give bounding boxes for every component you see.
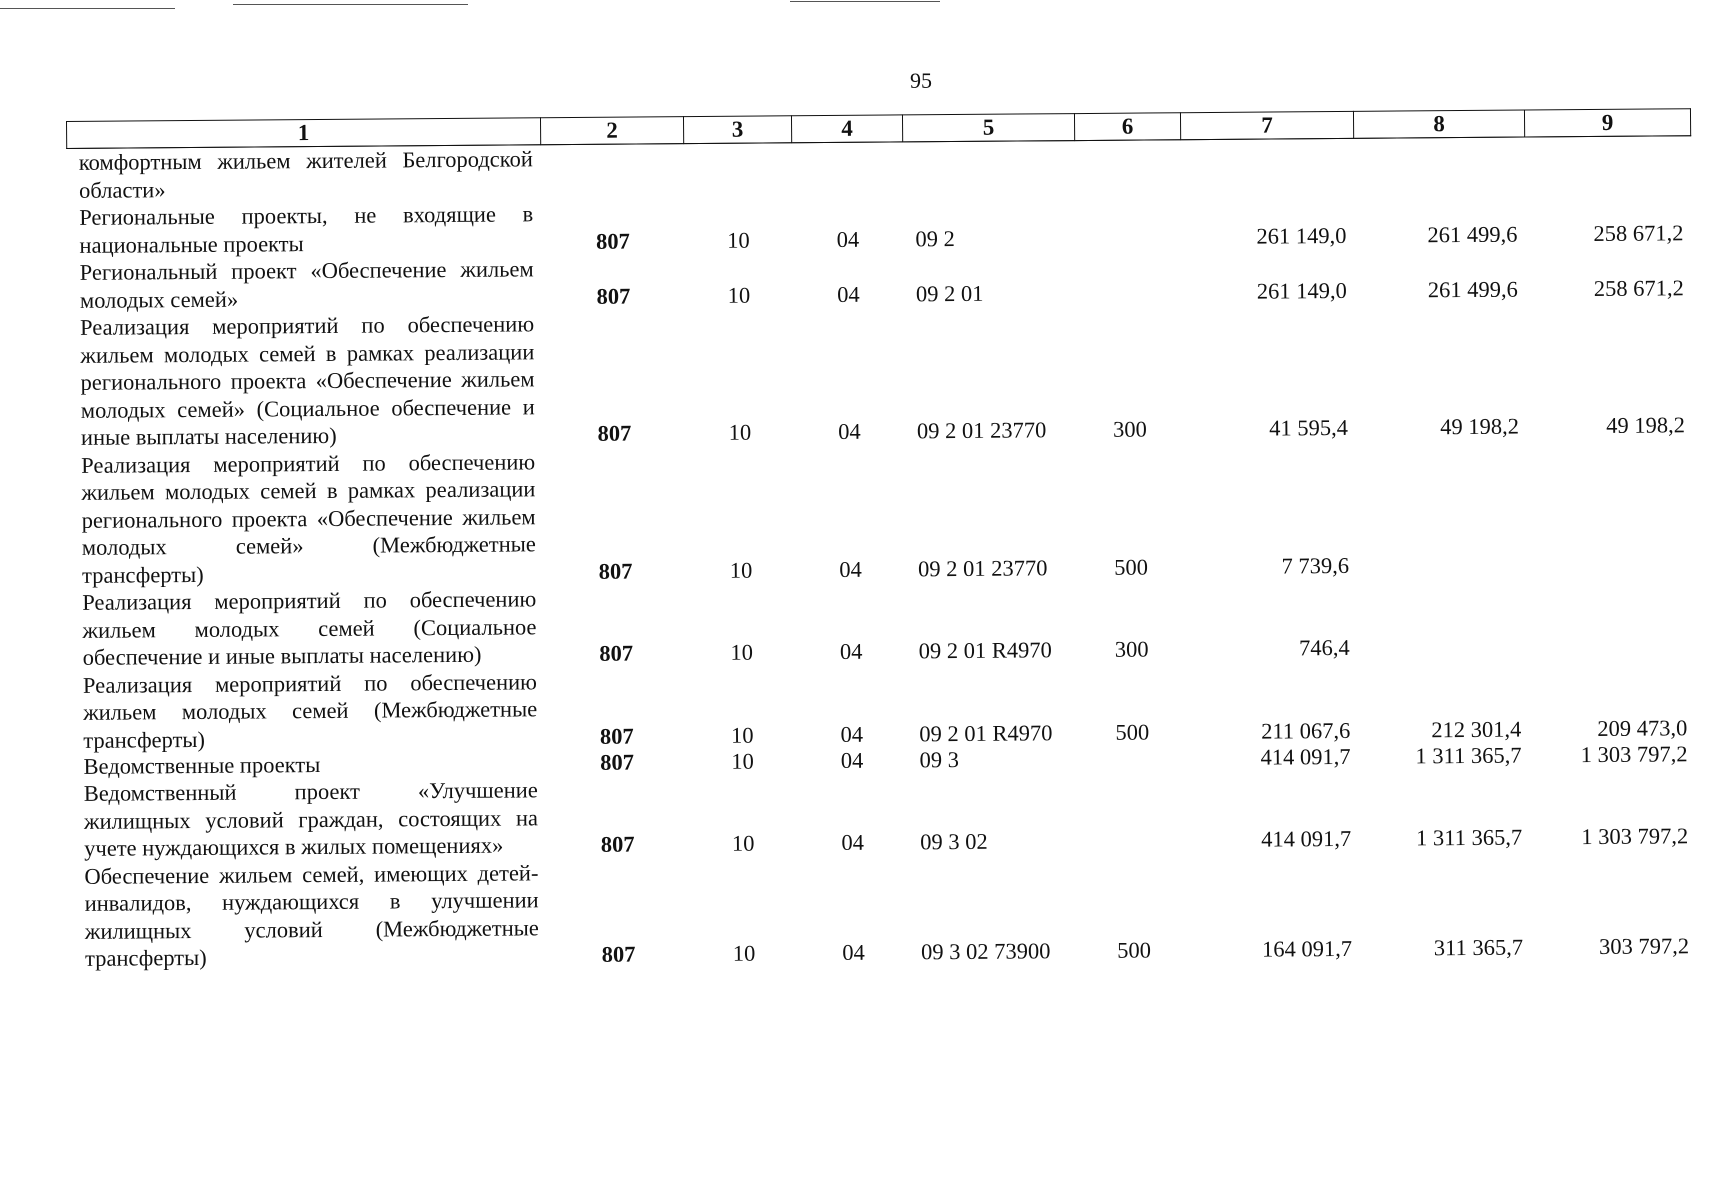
row-name: Региональные проекты, не входящие в национальные проекты bbox=[79, 201, 534, 258]
cell-amount-9: 258 671,2 bbox=[1593, 274, 1684, 301]
cell-subsection: 04 bbox=[838, 418, 861, 444]
cell-amount-8: 1 311 365,7 bbox=[1416, 824, 1523, 851]
cell-gr: 807 bbox=[601, 941, 636, 967]
cell-section: 10 bbox=[731, 830, 755, 856]
cell-target-article: 09 2 01 bbox=[915, 280, 984, 306]
cell-expense-type: 500 bbox=[1117, 937, 1152, 963]
cell-subsection: 04 bbox=[836, 226, 860, 252]
scan-edge-line bbox=[790, 1, 940, 2]
column-header: 7 bbox=[1180, 111, 1353, 139]
table-body bbox=[67, 136, 1697, 973]
column-header: 9 bbox=[1524, 109, 1690, 137]
cell-expense-type: 500 bbox=[1114, 554, 1149, 580]
cell-target-article bbox=[903, 141, 1075, 198]
column-header: 2 bbox=[540, 117, 683, 145]
cell-target-article: 09 2 bbox=[915, 225, 955, 251]
cell-expense-type bbox=[1075, 140, 1181, 196]
table-row bbox=[72, 767, 1697, 862]
cell-section bbox=[684, 143, 792, 199]
cell-gr: 807 bbox=[596, 283, 631, 309]
cell-amount-9: 1 303 797,2 bbox=[1580, 741, 1688, 768]
cell-amount-8: 49 198,2 bbox=[1440, 413, 1520, 440]
cell-amount-7: 41 595,4 bbox=[1269, 414, 1349, 441]
cell-expense-type bbox=[1075, 195, 1181, 251]
cell-amount-7: 211 067,6 bbox=[1261, 717, 1351, 744]
cell-amount-8: 261 499,6 bbox=[1427, 276, 1518, 302]
cell-amount-9 bbox=[1525, 136, 1691, 193]
cell-amount-8 bbox=[1356, 440, 1528, 579]
cell-subsection: 04 bbox=[837, 281, 860, 307]
cell-amount-9: 1 303 797,2 bbox=[1581, 823, 1689, 850]
cell-gr: 807 bbox=[599, 640, 634, 666]
cell-gr: 807 bbox=[600, 749, 635, 775]
cell-section: 10 bbox=[727, 282, 751, 308]
cell-section: 10 bbox=[729, 557, 753, 583]
cell-gr: 807 bbox=[598, 558, 633, 584]
row-name: Ведомственный проект «Улучшение жилищных условий граждан, состоящих на учете нуждающихся в жилых помещениях» bbox=[83, 777, 539, 861]
cell-amount-8: 261 499,6 bbox=[1427, 221, 1518, 247]
cell-expense-type: 300 bbox=[1112, 416, 1147, 442]
table-row bbox=[71, 659, 1696, 754]
row-name: Ведомственные проекты bbox=[83, 752, 321, 779]
table-row bbox=[72, 850, 1697, 973]
cell-subsection: 04 bbox=[839, 556, 862, 582]
cell-section: 10 bbox=[731, 748, 754, 774]
row-name: Реализация мероприятий по обеспечению жильем молодых семей (Межбюджетные трансферты) bbox=[82, 668, 538, 753]
cell-amount-7: 414 091,7 bbox=[1261, 825, 1352, 852]
cell-section: 10 bbox=[732, 940, 756, 966]
table-row bbox=[69, 439, 1694, 589]
cell-amount-7: 261 149,0 bbox=[1256, 277, 1347, 304]
cell-expense-type bbox=[1080, 771, 1187, 854]
column-header: 8 bbox=[1353, 110, 1524, 138]
cell-gr: 807 bbox=[595, 228, 630, 254]
cell-amount-9 bbox=[1527, 439, 1694, 578]
column-header: 6 bbox=[1074, 113, 1180, 141]
cell-subsection bbox=[792, 142, 903, 198]
budget-table bbox=[66, 108, 1698, 972]
column-header: 1 bbox=[67, 118, 541, 149]
cell-amount-9: 209 473,0 bbox=[1597, 714, 1688, 741]
row-name: Региональный проект «Обеспечение жильем молодых семей» bbox=[79, 256, 534, 313]
page-number: 95 bbox=[910, 68, 932, 93]
row-name: Реализация мероприятий по обеспечению жильем молодых семей в рамках реализации регионального проекта «Обеспечение жильем молодых семей» (Межбюджетные трансферты) bbox=[81, 448, 536, 588]
cell-subsection: 04 bbox=[842, 939, 865, 965]
scan-edge-line bbox=[0, 8, 175, 9]
cell-expense-type: 300 bbox=[1114, 636, 1149, 662]
cell-target-article: 09 2 01 23770 bbox=[917, 554, 1048, 581]
cell-subsection: 04 bbox=[840, 747, 864, 773]
row-name: Реализация мероприятий по обеспечению жильем молодых семей (Социальное обеспечение и иные выплаты населению) bbox=[82, 586, 537, 670]
cell-amount-7: 164 091,7 bbox=[1261, 935, 1353, 962]
column-header: 4 bbox=[791, 115, 902, 143]
cell-amount-8: 311 365,7 bbox=[1433, 934, 1524, 961]
cell-amount-9 bbox=[1528, 576, 1695, 660]
table-row bbox=[68, 301, 1693, 451]
cell-subsection: 04 bbox=[839, 638, 863, 664]
cell-gr: 807 bbox=[597, 420, 632, 446]
cell-target-article: 09 3 02 73900 bbox=[920, 938, 1051, 965]
cell-amount-8: 212 301,4 bbox=[1431, 716, 1522, 742]
row-name: Обеспечение жильем семей, имеющих детей-инвалидов, нуждающихся в улучшении жилищных условий (Межбюджетные трансферты) bbox=[84, 859, 539, 971]
cell-target-article: 09 2 01 23770 bbox=[916, 417, 1047, 444]
cell-amount-7: 7 739,6 bbox=[1281, 552, 1350, 578]
cell-section: 10 bbox=[727, 227, 750, 253]
cell-gr: 807 bbox=[599, 723, 634, 749]
cell-amount-7: 261 149,0 bbox=[1256, 222, 1347, 249]
cell-subsection: 04 bbox=[840, 721, 864, 747]
cell-amount-9: 49 198,2 bbox=[1606, 412, 1686, 438]
cell-amount-8: 1 311 365,7 bbox=[1415, 742, 1522, 769]
cell-target-article: 09 3 bbox=[919, 747, 960, 773]
cell-gr bbox=[541, 144, 684, 201]
cell-amount-9: 258 671,2 bbox=[1593, 219, 1684, 246]
cell-target-article: 09 3 02 bbox=[920, 828, 988, 855]
cell-amount-8 bbox=[1357, 578, 1529, 662]
cell-expense-type: 500 bbox=[1115, 719, 1150, 745]
cell-target-article: 09 2 01 R4970 bbox=[918, 637, 1052, 664]
cell-gr: 807 bbox=[600, 831, 635, 857]
cell-expense-type bbox=[1079, 745, 1185, 772]
cell-target-article: 09 2 01 R4970 bbox=[919, 719, 1053, 746]
cell-amount-7: 414 091,7 bbox=[1260, 743, 1351, 770]
cell-amount-9: 303 797,2 bbox=[1598, 933, 1690, 959]
row-name: Реализация мероприятий по обеспечению жильем молодых семей в рамках реализации регионального проекта «Обеспечение жильем молодых семей» (Социальное обеспечение и иные выплаты населению) bbox=[80, 311, 535, 450]
cell-amount-7: 746,4 bbox=[1298, 634, 1350, 661]
cell-expense-type bbox=[1076, 250, 1182, 306]
table-row bbox=[70, 576, 1695, 671]
cell-subsection: 04 bbox=[841, 829, 865, 855]
cell-section: 10 bbox=[730, 722, 754, 748]
scan-edge-line bbox=[233, 4, 468, 5]
cell-amount-7 bbox=[1181, 138, 1354, 195]
column-header: 5 bbox=[902, 114, 1074, 142]
row-name: комфортным жильем жителей Белгородской области» bbox=[78, 146, 533, 203]
cell-amount-8 bbox=[1354, 137, 1525, 194]
cell-section: 10 bbox=[728, 419, 752, 445]
column-header: 3 bbox=[683, 116, 791, 144]
cell-section: 10 bbox=[730, 639, 754, 665]
